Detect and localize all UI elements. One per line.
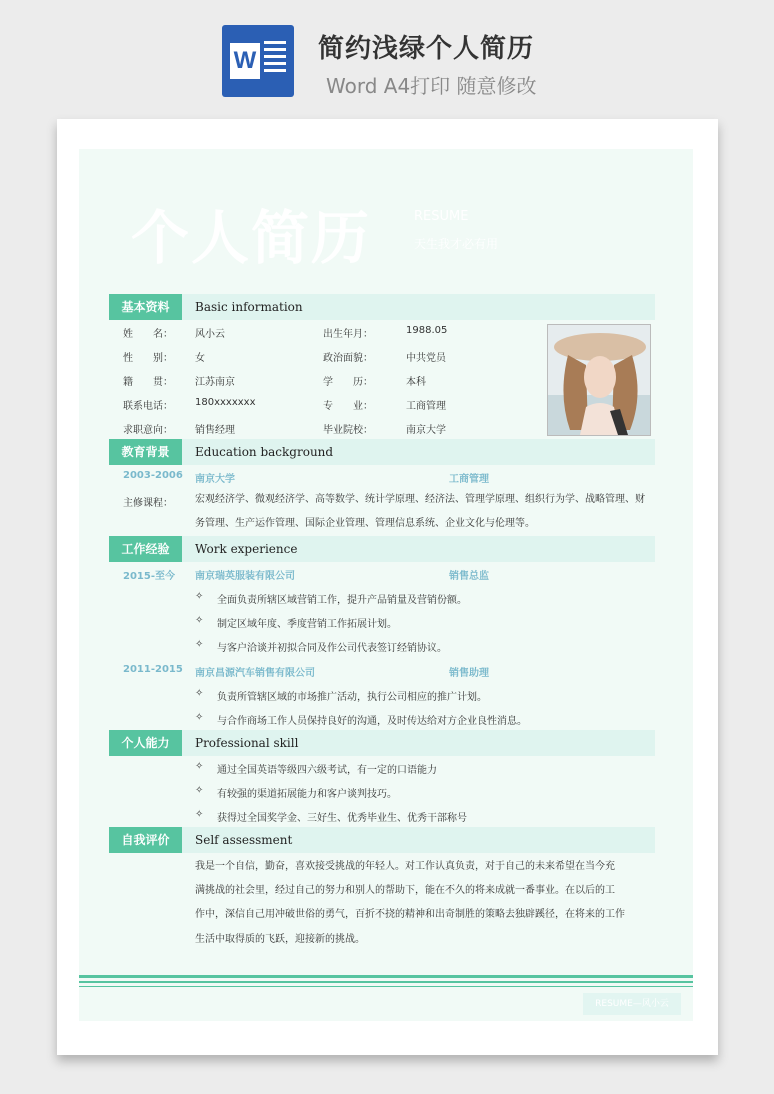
job-period: 2015-至今	[123, 571, 175, 582]
bullet-icon: ✧	[195, 712, 204, 723]
template-subtitle: Word A4打印 随意修改	[326, 74, 537, 98]
job-period: 2011-2015	[123, 664, 183, 675]
edu-major: 工商管理	[449, 474, 489, 485]
value-degree: 本科	[406, 377, 426, 388]
section-title-en: Professional skill	[195, 736, 299, 750]
footer-stripe	[79, 975, 693, 978]
course-label: 主修课程：	[123, 498, 173, 509]
section-tag: 基本资料	[109, 294, 182, 320]
profile-photo-image	[548, 325, 650, 435]
value-name: 风小云	[195, 329, 225, 340]
job-duty: 制定区域年度、季度营销工作拓展计划。	[217, 619, 397, 630]
bullet-icon: ✧	[195, 809, 204, 820]
template-title: 简约浅绿个人简历	[318, 34, 535, 64]
label-degree: 学 历：	[323, 377, 373, 388]
bullet-icon: ✧	[195, 639, 204, 650]
section-title-en: Work experience	[195, 542, 298, 556]
label-intent: 求职意向：	[123, 425, 173, 436]
bullet-icon: ✧	[195, 785, 204, 796]
section-title-en: Basic information	[195, 300, 303, 314]
bullet-icon: ✧	[195, 615, 204, 626]
section-self-header	[109, 827, 655, 853]
word-icon-lines	[264, 41, 286, 81]
skill-item: 通过全国英语等级四六级考试，有一定的口语能力	[217, 765, 437, 776]
section-tag: 工作经验	[109, 536, 182, 562]
edu-period: 2003-2006	[123, 470, 183, 481]
self-line: 满挑战的社会里，经过自己的努力和别人的帮助下，能在不久的将来成就一番事业。在以后的工	[195, 885, 615, 896]
value-hometown: 江苏南京	[195, 377, 235, 388]
bullet-icon: ✧	[195, 591, 204, 602]
section-title-en: Self assessment	[195, 833, 293, 847]
section-education-header	[109, 439, 655, 465]
section-basic-header	[109, 294, 655, 320]
bullet-icon: ✧	[195, 761, 204, 772]
course-list: 宏观经济学、微观经济学、高等数学、统计学原理、经济法、管理学原理、组织行为学、战略管理、财务管理、生产运作管理、国际企业管理、管理信息系统、企业文化与伦理等。	[195, 494, 645, 529]
section-tag: 自我评价	[109, 827, 182, 853]
section-tag: 教育背景	[109, 439, 182, 465]
job-company: 南京瑞英服装有限公司	[195, 571, 295, 582]
section-skill-header	[109, 730, 655, 756]
footer-stripe	[79, 981, 693, 983]
job-title: 销售总监	[449, 571, 489, 582]
word-icon-letter: W	[230, 43, 260, 79]
label-name: 姓 名：	[123, 329, 173, 340]
value-phone: 180xxxxxxx	[195, 397, 256, 408]
job-company: 南京昌源汽车销售有限公司	[195, 668, 315, 679]
value-political: 中共党员	[406, 353, 446, 364]
value-birth: 1988.05	[406, 325, 448, 336]
resume-page	[79, 149, 693, 1021]
value-major: 工商管理	[406, 401, 446, 412]
resume-paper	[57, 119, 718, 1055]
skill-item: 有较强的渠道拓展能力和客户谈判技巧。	[217, 789, 397, 800]
label-major: 专 业：	[323, 401, 373, 412]
label-gender: 性 别：	[123, 353, 173, 364]
skill-item: 获得过全国奖学金、三好生、优秀毕业生、优秀干部称号	[217, 813, 467, 824]
profile-photo	[547, 324, 651, 436]
value-intent: 销售经理	[195, 425, 235, 436]
section-tag: 个人能力	[109, 730, 182, 756]
label-hometown: 籍 贯：	[123, 377, 173, 388]
self-line: 作中，深信自己用冲破世俗的勇气，百折不挠的精神和出奇制胜的策略去独辟蹊径，在将来的工作	[195, 909, 625, 920]
value-school: 南京大学	[406, 425, 446, 436]
footer-stripe	[79, 986, 693, 987]
self-line: 生活中取得质的飞跃，迎接新的挑战。	[195, 934, 365, 945]
footer-badge: RESUME—风小云	[583, 993, 681, 1015]
edu-school: 南京大学	[195, 474, 235, 485]
label-birth: 出生年月：	[323, 329, 373, 340]
job-duty: 负责所管辖区域的市场推广活动，执行公司相应的推广计划。	[217, 692, 487, 703]
resume-word: RESUME	[414, 209, 469, 224]
self-line: 我是一个自信，勤奋，喜欢接受挑战的年轻人。对工作认真负责，对于自己的未来希望在当今充	[195, 861, 615, 872]
section-work-header	[109, 536, 655, 562]
resume-motto: 天生我才必有用	[414, 237, 499, 251]
bullet-icon: ✧	[195, 688, 204, 699]
label-phone: 联系电话：	[123, 401, 173, 412]
section-title-en: Education background	[195, 445, 334, 459]
resume-big-title: 个人简历	[131, 204, 372, 272]
label-school: 毕业院校：	[323, 425, 373, 436]
word-document-icon	[222, 25, 294, 97]
label-political: 政治面貌：	[323, 353, 373, 364]
template-header	[0, 0, 774, 110]
job-title: 销售助理	[449, 668, 489, 679]
value-gender: 女	[195, 353, 205, 364]
job-duty: 与客户洽谈并初拟合同及作公司代表签订经销协议。	[217, 643, 447, 654]
job-duty: 与合作商场工作人员保持良好的沟通，及时传达给对方企业良性消息。	[217, 716, 527, 727]
job-duty: 全面负责所辖区域营销工作，提升产品销量及营销份额。	[217, 595, 467, 606]
